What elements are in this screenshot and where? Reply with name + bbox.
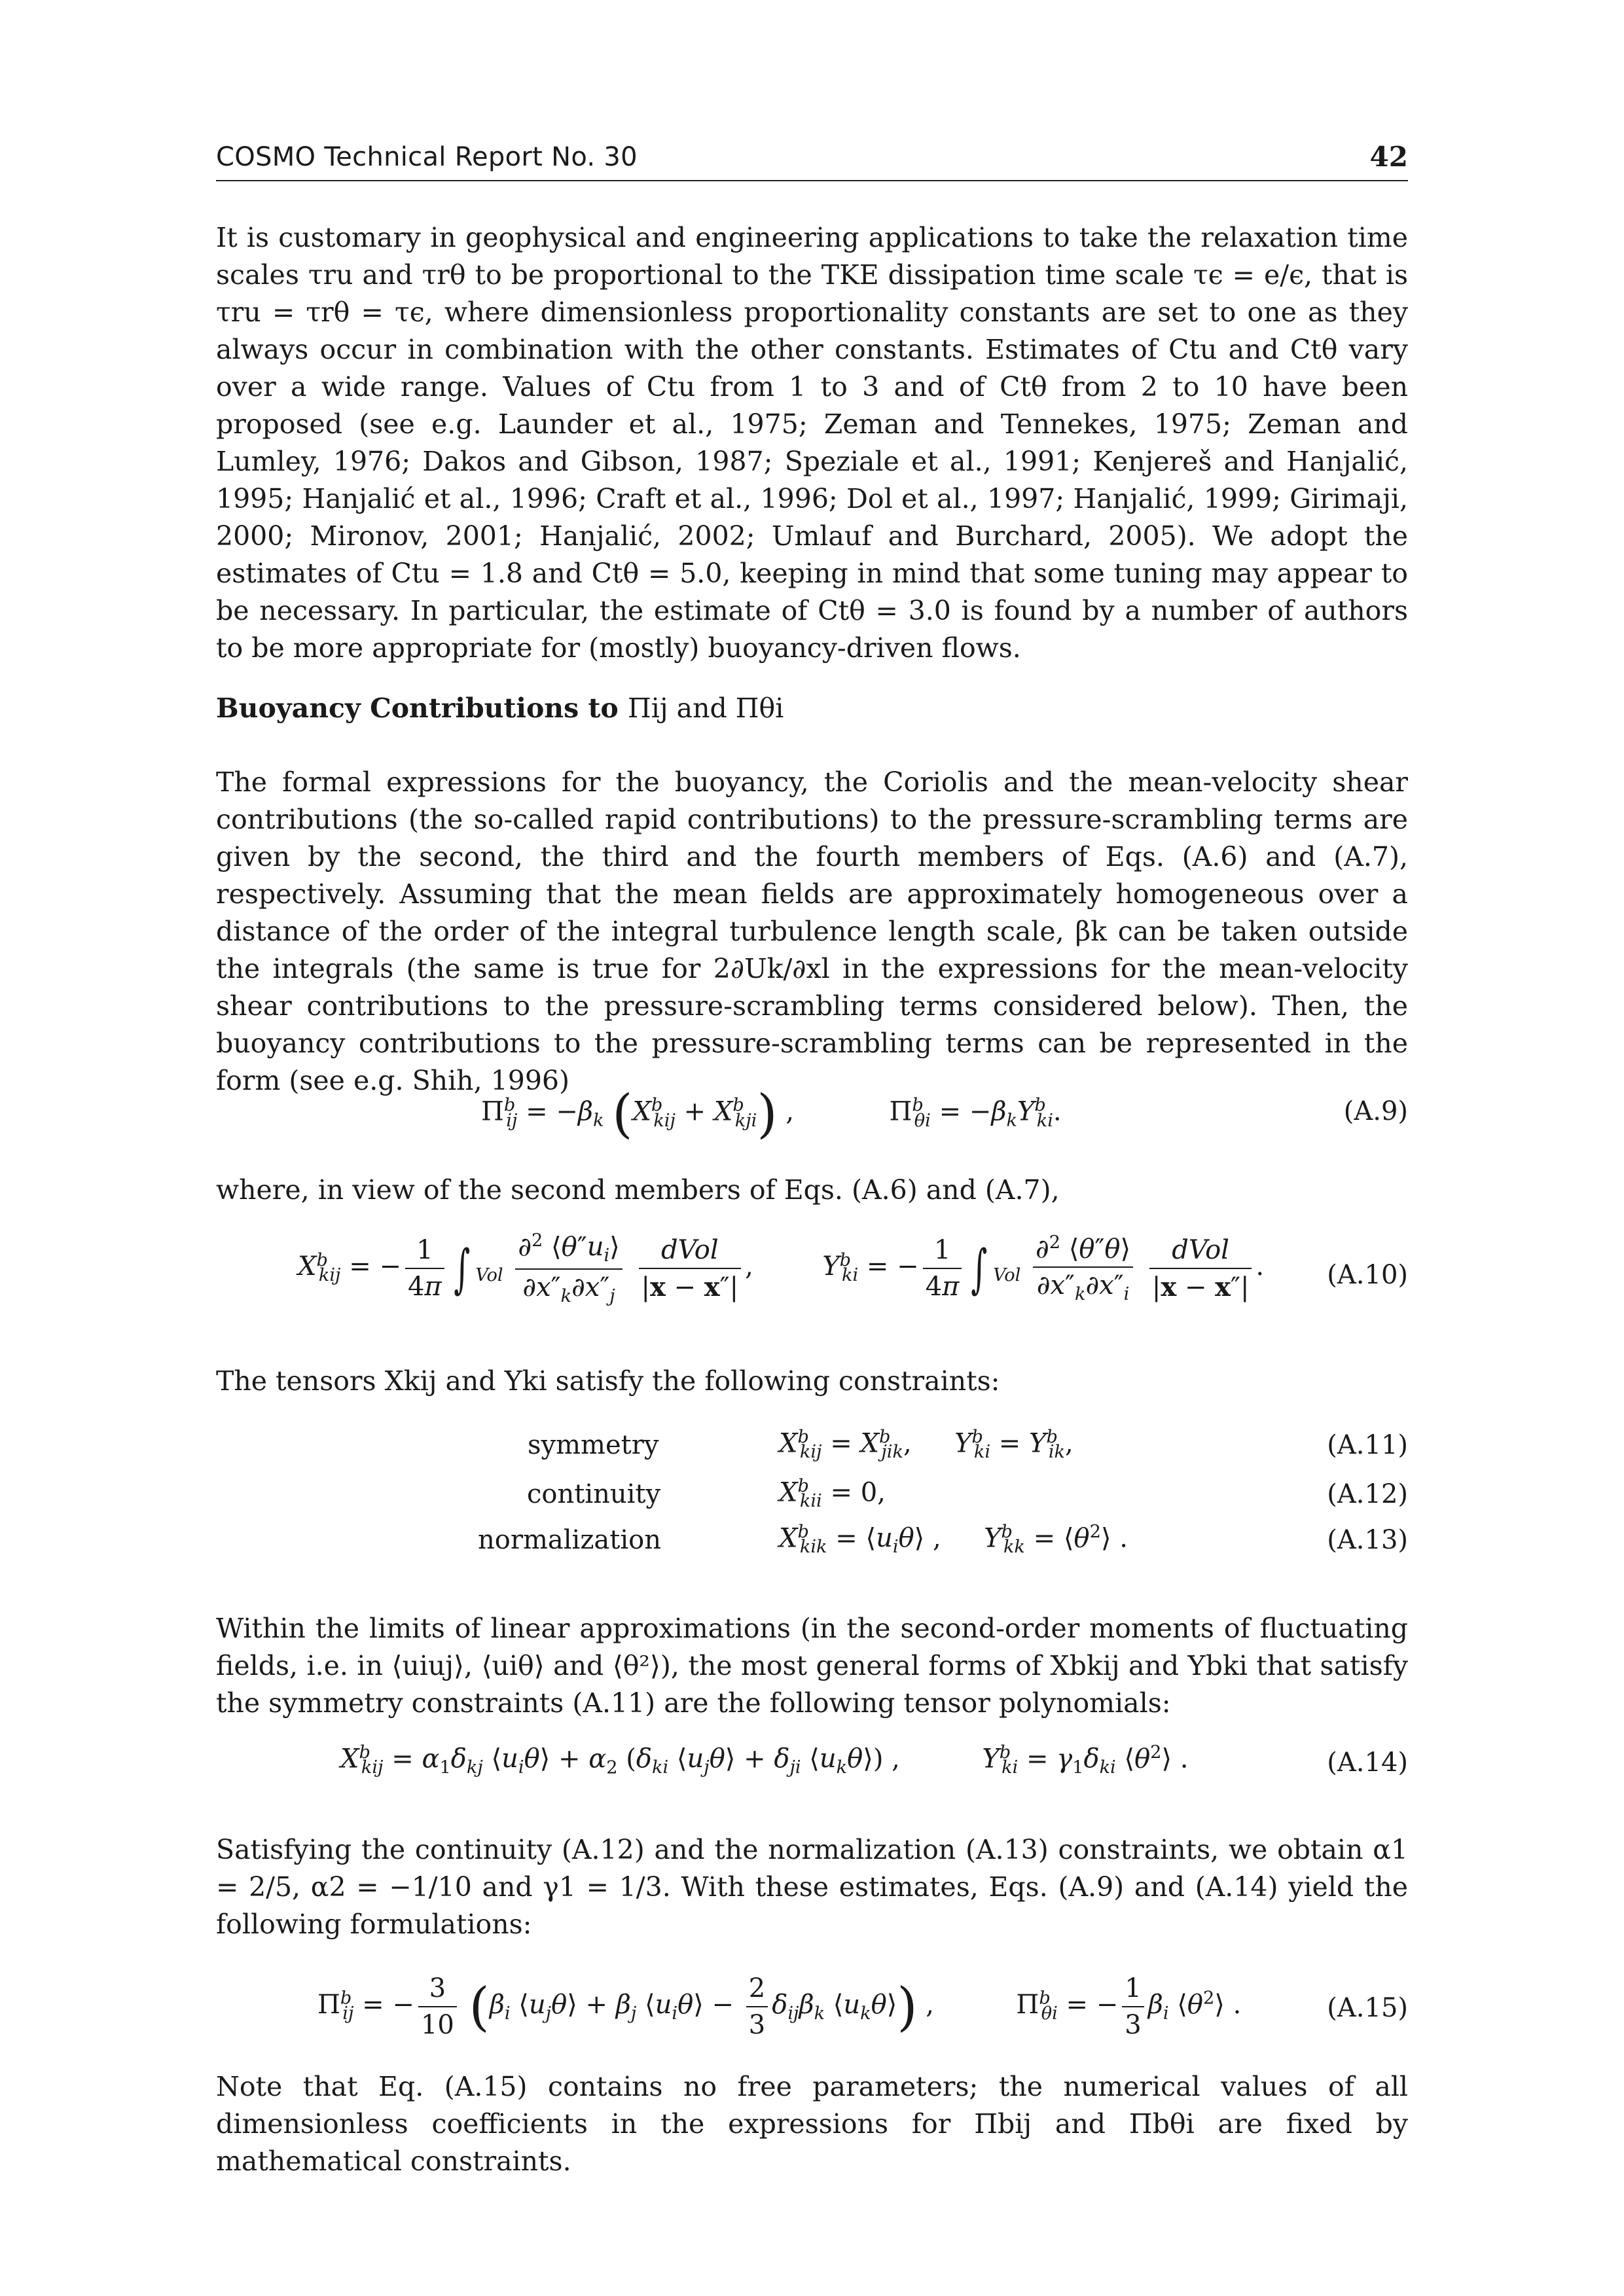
equation-a12: $X^b_{kii} = 0$, — [779, 1476, 886, 1512]
paragraph-tensor-constraints: The tensors Xkij and Yki satisfy the following constraints: — [216, 1365, 1000, 1397]
paragraph-relaxation-time-scales: It is customary in geophysical and engineering applications to take the relaxation time scales τru and τrθ to be proportional to the TKE dissipation time scale τϵ = e/ϵ, that is τru = τrθ = τϵ, where dimensionless proportionality constants are set to one as they always occur in combination with the other constants. Estimates of Ctu and Ctθ vary over a wide range. Values of Ctu from 1 to 3 and of Ctθ from 2 to 10 have been proposed (see e.g. Launder et al., 1975; Zeman and Tennekes, 1975; Zeman and Lumley, 1976; Dakos and Gibson, 1987; Speziale et al., 1991; Kenjereš and Hanjalić, 1995; Hanjalić et al., 1996; Craft et al., 1996; Dol et al., 1997; Hanjalić, 1999; Girimaji, 2000; Mironov, 2001; Hanjalić, 2002; Umlauf and Burchard, 2005). We adopt the estimates of Ctu = 1.8 and Ctθ = 5.0, keeping in mind that some tuning may appear to be necessary. In particular, the estimate of Ctθ = 3.0 is found by a number of authors to be more appropriate for (mostly) buoyancy-driven flows. — [216, 222, 1408, 664]
paragraph-free-parameters: Note that Eq. (A.15) contains no free parameters; the numerical values of all dimensionless coefficients in the expressions for Πbij and Πbθi are fixed by mathematical constraints. — [216, 2071, 1408, 2177]
page-header — [216, 141, 1408, 181]
equation-number-a13: (A.13) — [1327, 1525, 1408, 1555]
section-heading-text: Buoyancy Contributions to — [216, 692, 619, 724]
paragraph-continuity-normalization: Satisfying the continuity (A.12) and the normalization (A.13) constraints, we obtain α1 = 2/5, α2 = −1/10 and γ1 = 1/3. With these estimates, Eqs. (A.9) and (A.14) yield the following formulations: — [216, 1834, 1408, 1940]
section-heading-math: Πij and Πθi — [628, 692, 784, 724]
equation-number-a14: (A.14) — [1327, 1748, 1408, 1778]
constraint-label-continuity: continuity — [527, 1479, 661, 1509]
equation-a13: $X^b_{kik}$ = $⟨u_i\theta⟩$ , $Y^b_{kk}$ = $⟨\theta^2⟩$ . — [779, 1522, 1128, 1558]
equation-a9: $\Pi^b_{ij} = -\beta_k$ $(X^b_{kij} + X^b_{kji})$ , $\Pi^b_{\theta i} = -\beta_kY^b_{ki}$. — [481, 1083, 1062, 1144]
paragraph-buoyancy-intro: The formal expressions for the buoyancy, the Coriolis and the mean-velocity shear contributions (the so-called rapid contributions) to the pressure-scrambling terms are given by the second, the third and the fourth members of Eqs. (A.6) and (A.7), respectively. Assuming that the mean fields are approximately homogeneous over a distance of the order of the integral turbulence length scale, βk can be taken outside the integrals (the same is true for 2∂Uk/∂xl in the expressions for the mean-velocity shear contributions to the pressure-scrambling terms considered below). Then, the buoyancy contributions to the pressure-scrambling terms can be represented in the form (see e.g. Shih, 1996) — [216, 766, 1408, 1096]
equation-number-a10: (A.10) — [1327, 1260, 1408, 1290]
section-heading — [216, 692, 784, 724]
equation-number-a11: (A.11) — [1327, 1430, 1408, 1460]
constraint-label-normalization: normalization — [478, 1525, 661, 1555]
report-title: COSMO Technical Report No. 30 — [216, 142, 638, 172]
page-number: 42 — [1369, 141, 1408, 173]
equation-number-a15: (A.15) — [1327, 1993, 1408, 2023]
equation-a10: $X^b_{kij}$ = − $\frac{1}{4\pi}$ ∫ $_{Vol}$ $\frac{\partial^2 ⟨\theta''u_i⟩}{\partial x''_k\partial x''_j}$ $\frac{\text{dVol}}{|x - x''|}$ , $Y^b_{ki}$ = − $\frac{1}{4\pi}$ ∫ $_{Vol}$ $\frac{\partial^2 ⟨\theta''\theta⟩}{\partial x''_k\partial x''_i}$ $\frac{\text{dVol}}{|x - x''|}$ . — [298, 1230, 1265, 1307]
equation-a14: $X^b_{kij} = \alpha_1\delta_{kj}$ $⟨u_i\theta⟩ + \alpha_2$ ($\delta_{ki}$ $⟨u_j\theta⟩ + \delta_{ji}$ $⟨u_k\theta⟩$) , $Y^b_{ki} = \gamma_1\delta_{ki}$ $⟨\theta^2⟩$ . — [340, 1742, 1189, 1778]
equation-number-a9: (A.9) — [1343, 1096, 1408, 1126]
constraint-label-symmetry: symmetry — [528, 1430, 659, 1460]
paragraph-second-members: where, in view of the second members of Eqs. (A.6) and (A.7), — [216, 1174, 1060, 1206]
equation-number-a12: (A.12) — [1327, 1479, 1408, 1509]
equation-a11: $X^b_{kij} = X^b_{jik}$, $Y^b_{ki} = Y^b_{ik}$, — [779, 1427, 1074, 1463]
equation-a15: $\Pi^b_{ij}$ = − $\frac{3}{10}$ ($\beta_i$ $⟨u_j\theta⟩ + \beta_j$ $⟨u_i\theta⟩$ − $\frac{2}{3}$ $\delta_{ij}\beta_k$ $⟨u_k\theta⟩$) , $\Pi^b_{\theta i}$ = − $\frac{1}{3}$ $\beta_i$ $⟨\theta^2⟩$ . — [317, 1973, 1242, 2040]
paragraph-linear-approximations: Within the limits of linear approximations (in the second-order moments of fluctuating fields, i.e. in ⟨uiuj⟩, ⟨uiθ⟩ and ⟨θ²⟩), the most general forms of Xbkij and Ybki that satisfy the symmetry constraints (A.11) are the following tensor polynomials: — [216, 1613, 1408, 1719]
